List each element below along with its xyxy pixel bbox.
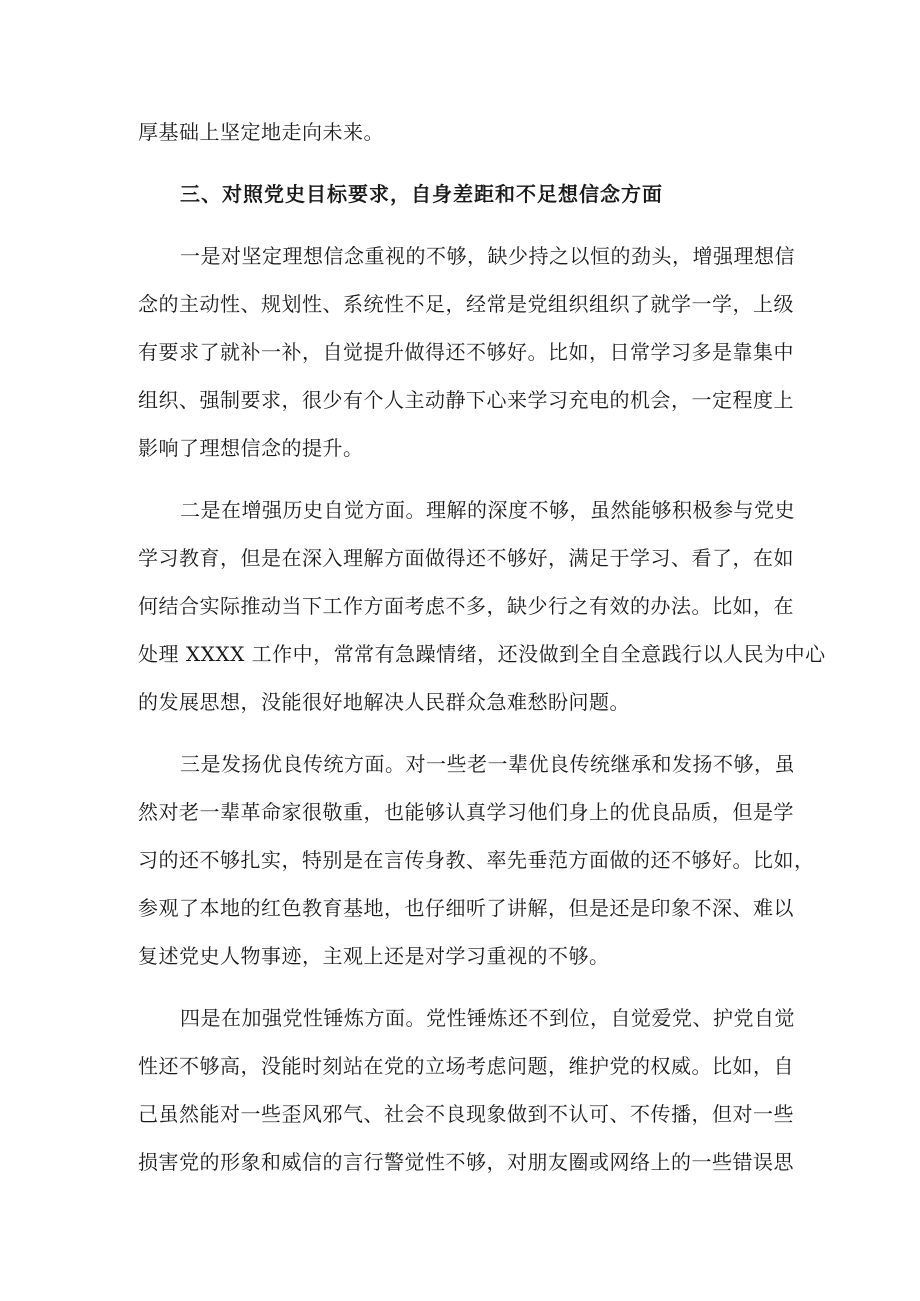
paragraph-line: 损害党的形象和威信的言行警觉性不够，对朋友圈或网络上的一些错误思 — [138, 1150, 794, 1174]
paragraph-3 — [138, 740, 815, 980]
paragraph-line: 何结合实际推动当下工作方面考虑不多，缺少行之有效的办法。比如，在 — [138, 594, 794, 618]
paragraph-line: 有要求了就补一补，自觉提升做得还不够好。比如，日常学习多是靠集中 — [138, 340, 794, 364]
paragraph-4 — [138, 994, 795, 1186]
spacer — [138, 156, 784, 170]
paragraph-line: 四是在加强党性锤炼方面。党性锤炼还不到位，自觉爱党、护党自觉 — [180, 1006, 795, 1030]
paragraph-line: 然对老一辈革命家很敬重，也能够认真学习他们身上的优良品质，但是学 — [138, 800, 794, 824]
paragraph-line: 念的主动性、规划性、系统性不足，经常是党组织组织了就学一学，上级 — [138, 292, 794, 316]
spacer — [138, 218, 784, 232]
document-body — [138, 108, 826, 1186]
paragraph-line: 处理 XXXX 工作中，常常有急躁情绪，还没做到全自全意践行以人民为中心 — [138, 642, 826, 666]
spacer — [138, 472, 784, 486]
paragraph-line: 己虽然能对一些歪风邪气、社会不良现象做到不认可、不传播，但对一些 — [138, 1102, 794, 1126]
paragraph-line: 三是发扬优良传统方面。对一些老一辈优良传统继承和发扬不够，虽 — [180, 752, 795, 776]
paragraph-1 — [138, 232, 795, 472]
paragraph-2 — [138, 486, 826, 726]
paragraph-line: 性还不够高，没能时刻站在党的立场考虑问题，维护党的权威。比如，自 — [138, 1054, 794, 1078]
spacer — [138, 726, 784, 740]
spacer — [138, 980, 784, 994]
paragraph-line: 习的还不够扎实，特别是在言传身教、率先垂范方面做的还不够好。比如， — [138, 848, 815, 872]
paragraph-line: 的发展思想，没能很好地解决人民群众急难愁盼问题。 — [138, 690, 630, 714]
paragraph-line: 学习教育，但是在深入理解方面做得还不够好，满足于学习、看了，在如 — [138, 546, 794, 570]
paragraph-line: 一是对坚定理想信念重视的不够，缺少持之以恒的劲头，增强理想信 — [180, 244, 795, 268]
paragraph-line: 影响了理想信念的提升。 — [138, 436, 364, 460]
paragraph-line: 参观了本地的红色教育基地，也仔细听了讲解，但是还是印象不深、难以 — [138, 896, 794, 920]
paragraph-line: 二是在增强历史自觉方面。理解的深度不够，虽然能够积极参与党史 — [180, 498, 795, 522]
section-heading: 三、对照党史目标要求，自身差距和不足想信念方面 — [180, 182, 663, 206]
paragraph-line: 组织、强制要求，很少有个人主动静下心来学习充电的机会，一定程度上 — [138, 388, 794, 412]
continuation-line: 厚基础上坚定地走向未来。 — [138, 120, 384, 144]
paragraph-line: 复述党史人物事迹，主观上还是对学习重视的不够。 — [138, 944, 610, 968]
